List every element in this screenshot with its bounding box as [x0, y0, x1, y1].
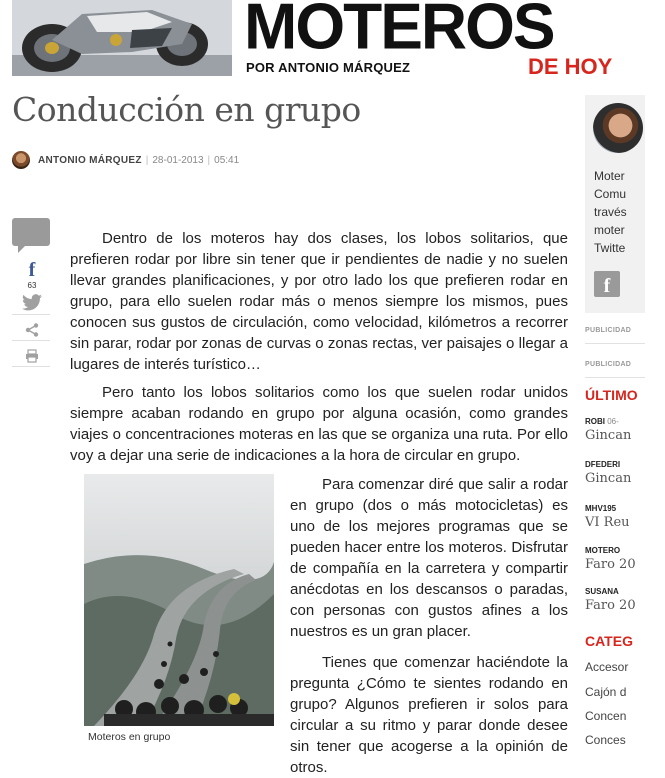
category-link[interactable]: Concen	[585, 709, 627, 723]
author-bio-line: Comu	[594, 187, 627, 201]
recent-comment-post[interactable]: Faro 20	[585, 598, 636, 613]
recent-comment-post[interactable]: Gincan	[585, 471, 632, 486]
share-icon	[25, 323, 39, 337]
article-paragraph: Para comenzar diré que salir a rodar en grupo (dos o más motocicletas) es uno de los mejores programas que se pueden hacer entre los moteros. Disfrutar de compañía en la carretera y compartir anécdotas en los descansos o paradas, con personas con gustos afines a los nuestros es un gran placer.	[290, 476, 568, 640]
author-photo[interactable]	[593, 103, 643, 153]
article-meta	[12, 150, 239, 170]
sidebar-divider	[585, 343, 645, 344]
article-author[interactable]: ANTONIO MÁRQUEZ	[38, 154, 142, 166]
article-date: 28-01-2013	[152, 154, 204, 166]
facebook-icon: f	[28, 259, 36, 281]
header-motorcycle-image[interactable]	[12, 0, 232, 76]
article-image[interactable]	[84, 474, 274, 726]
site-logo-byline: POR ANTONIO MÁRQUEZ	[246, 60, 411, 75]
recent-comment-item[interactable]	[585, 460, 665, 486]
recent-comment-item[interactable]	[585, 504, 665, 530]
share-divider	[12, 340, 50, 341]
site-header	[0, 0, 625, 82]
article-paragraph: Dentro de los moteros hay dos clases, los lobos solitarios, que prefieren rodar por libre sin tener que ir pendientes de nadie y no suelen llevar grandes planificaciones, y por otro lado los que prefieren rodar en grupo, para ello suelen rodar más o menos siempre los mismos, pues conocen sus gustos de circulación, como velocidad, kilómetros a recorrer sin parar, rodar por zonas de curvas o zonas rectas, ver paisajes o llegar a lugares de interés turístico…	[70, 230, 568, 373]
site-logo-subtitle: DE HOY	[528, 54, 613, 79]
twitter-share-button[interactable]	[12, 294, 52, 311]
author-bio-line: Moter	[594, 169, 625, 183]
share-button[interactable]	[12, 323, 52, 337]
recent-comment-author: MOTERO	[585, 546, 621, 555]
recent-comment-post[interactable]: VI Reu	[585, 515, 630, 530]
share-divider	[12, 366, 50, 367]
author-bio-line: moter	[594, 223, 625, 237]
recent-comment-date: 06-	[607, 417, 619, 426]
recent-comments-heading: ÚLTIMO	[585, 387, 638, 403]
author-facebook-icon[interactable]: f	[594, 271, 620, 297]
recent-comment-post[interactable]: Faro 20	[585, 557, 636, 572]
advertising-label: PUBLICIDAD	[585, 327, 632, 334]
twitter-icon	[22, 294, 42, 311]
recent-comment-post[interactable]: Gincan	[585, 428, 632, 443]
site-logo[interactable]: MOTEROS	[244, 0, 554, 63]
author-bio	[594, 167, 654, 257]
meta-separator: |	[207, 154, 211, 166]
share-divider	[12, 314, 50, 315]
recent-comment-item[interactable]	[585, 587, 665, 613]
category-link[interactable]: Conces	[585, 733, 626, 747]
comment-icon[interactable]	[12, 218, 50, 246]
recent-comment-author: SUSANA	[585, 587, 619, 596]
right-sidebar	[585, 95, 645, 758]
categories-heading: CATEG	[585, 633, 633, 649]
recent-comment-author: ROBI	[585, 417, 605, 426]
recent-comment-item[interactable]	[585, 546, 665, 572]
author-card	[585, 95, 645, 313]
article-time: 05:41	[214, 154, 240, 166]
meta-separator: |	[145, 154, 149, 166]
recent-comment-author: DFEDERI	[585, 460, 621, 469]
article-title: Conducción en grupo	[12, 90, 361, 129]
author-bio-line[interactable]: Twitte	[594, 241, 626, 255]
category-link[interactable]: Accesor	[585, 660, 629, 674]
print-icon	[25, 349, 39, 363]
image-caption: Moteros en grupo	[88, 731, 171, 743]
article-paragraph: Pero tanto los lobos solitarios como los que suelen rodar unidos siempre acaban rodando en grupo por alguna ocasión, como grandes viajes o concentraciones moteras en las que se organiza una ruta. Por ello voy a dejar una serie de indicaciones a la hora de circular en grupo.	[70, 384, 568, 464]
article-paragraph: Tienes que comenzar haciéndote la pregunta ¿Cómo te sientes rodando en grupo? Algunos prefieren ir solos para circular a su ritmo y parar donde desee sin tener que acogerse a la opinión de otros.	[290, 654, 568, 776]
advertising-label: PUBLICIDAD	[585, 361, 632, 368]
print-button[interactable]	[12, 349, 52, 363]
facebook-share-count: 63	[27, 281, 37, 290]
author-avatar[interactable]	[12, 151, 30, 169]
author-bio-line: través	[594, 205, 627, 219]
share-rail	[12, 218, 52, 370]
recent-comment-author: MHV195	[585, 504, 617, 513]
category-link[interactable]: Cajón d	[585, 685, 627, 699]
recent-comment-item[interactable]	[585, 417, 665, 443]
sidebar-divider	[585, 377, 645, 378]
